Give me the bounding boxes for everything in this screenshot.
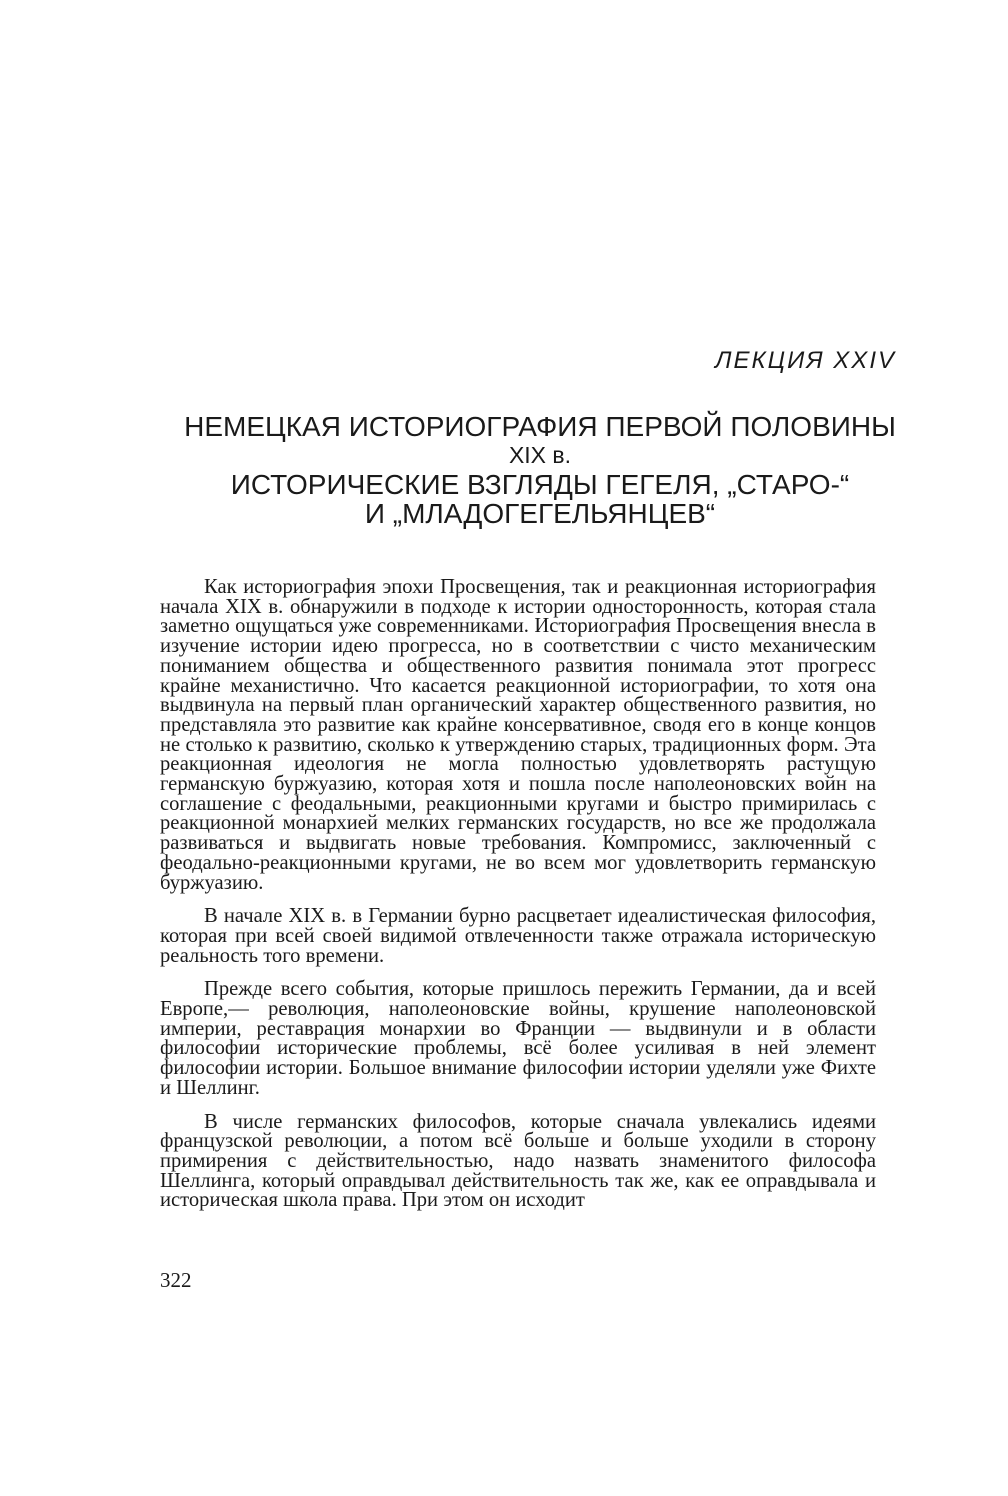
body-text (160, 578, 876, 1225)
lecture-label: ЛЕКЦИЯ XXIV (715, 347, 896, 374)
chapter-title-line-1: НЕМЕЦКАЯ ИСТОРИОГРАФИЯ ПЕРВОЙ ПОЛОВИНЫ (184, 411, 896, 442)
chapter-title-line-4: И „МЛАДОГЕГЕЛЬЯНЦЕВ“ (364, 498, 716, 529)
paragraph-4: В числе германских философов, которые сначала увлекались идеями французской революции, а потом всё больше и больше уходили в сторону примирения с действительностью, надо назвать знаменитого философа Шеллинга, который оправдывал действительность так же, как ее оправдывала и историческая школа права. При этом он исходит (160, 1110, 876, 1212)
paragraph-1: Как историография эпохи Просвещения, так и реакционная историография начала XIX в. обнаружили в подходе к истории односторонность, которая стала заметно ощущаться уже современниками. Историография Просвещения внесла в изучение истории идею прогресса, но в соответствии с чисто механическим пониманием общества и общественного развития понимала этот прогресс крайне механистично. Что касается реакционной историографии, то хотя она выдвинула на первый план органический характер общественного развития, но представляла это развитие как крайне консервативное, сводя его в конце концов не столько к развитию, сколько к утверждению старых, традиционных форм. Эта реакционная идеология не могла полностью удовлетворять растущую германскую буржуазию, которая хотя и пошла после наполеоновских войн на соглашение с феодальными, реакционными кругами и быстро примирилась с реакционной монархией мелких германских государств, но все же продолжала развиваться и выдвигать новые требования. Компромисс, заключенный с феодально-реакционными кругами, не во всем мог удовлетворить германскую буржуазию. (160, 576, 876, 894)
paragraph-2: В начале XIX в. в Германии бурно расцветает идеалистическая философия, которая при всей своей видимой отвлеченности также отражала историческую реальность того времени. (160, 905, 876, 967)
chapter-title (160, 412, 920, 528)
chapter-title-line-2: XIX в. (508, 442, 572, 468)
paragraph-3: Прежде всего события, которые пришлось пережить Германии, да и всей Европе,— революция, наполеоновские войны, крушение наполеоновской империи, реставрация монархии во Франции — выдвинули и в области философии исторические проблемы, всё более усиливая в ней элемент философии истории. Большое внимание философии истории уделяли уже Фихте и Шеллинг. (160, 978, 876, 1099)
chapter-title-line-3: ИСТОРИЧЕСКИЕ ВЗГЛЯДЫ ГЕГЕЛЯ, „СТАРО-“ (230, 469, 850, 500)
page-number: 322 (160, 1268, 192, 1292)
